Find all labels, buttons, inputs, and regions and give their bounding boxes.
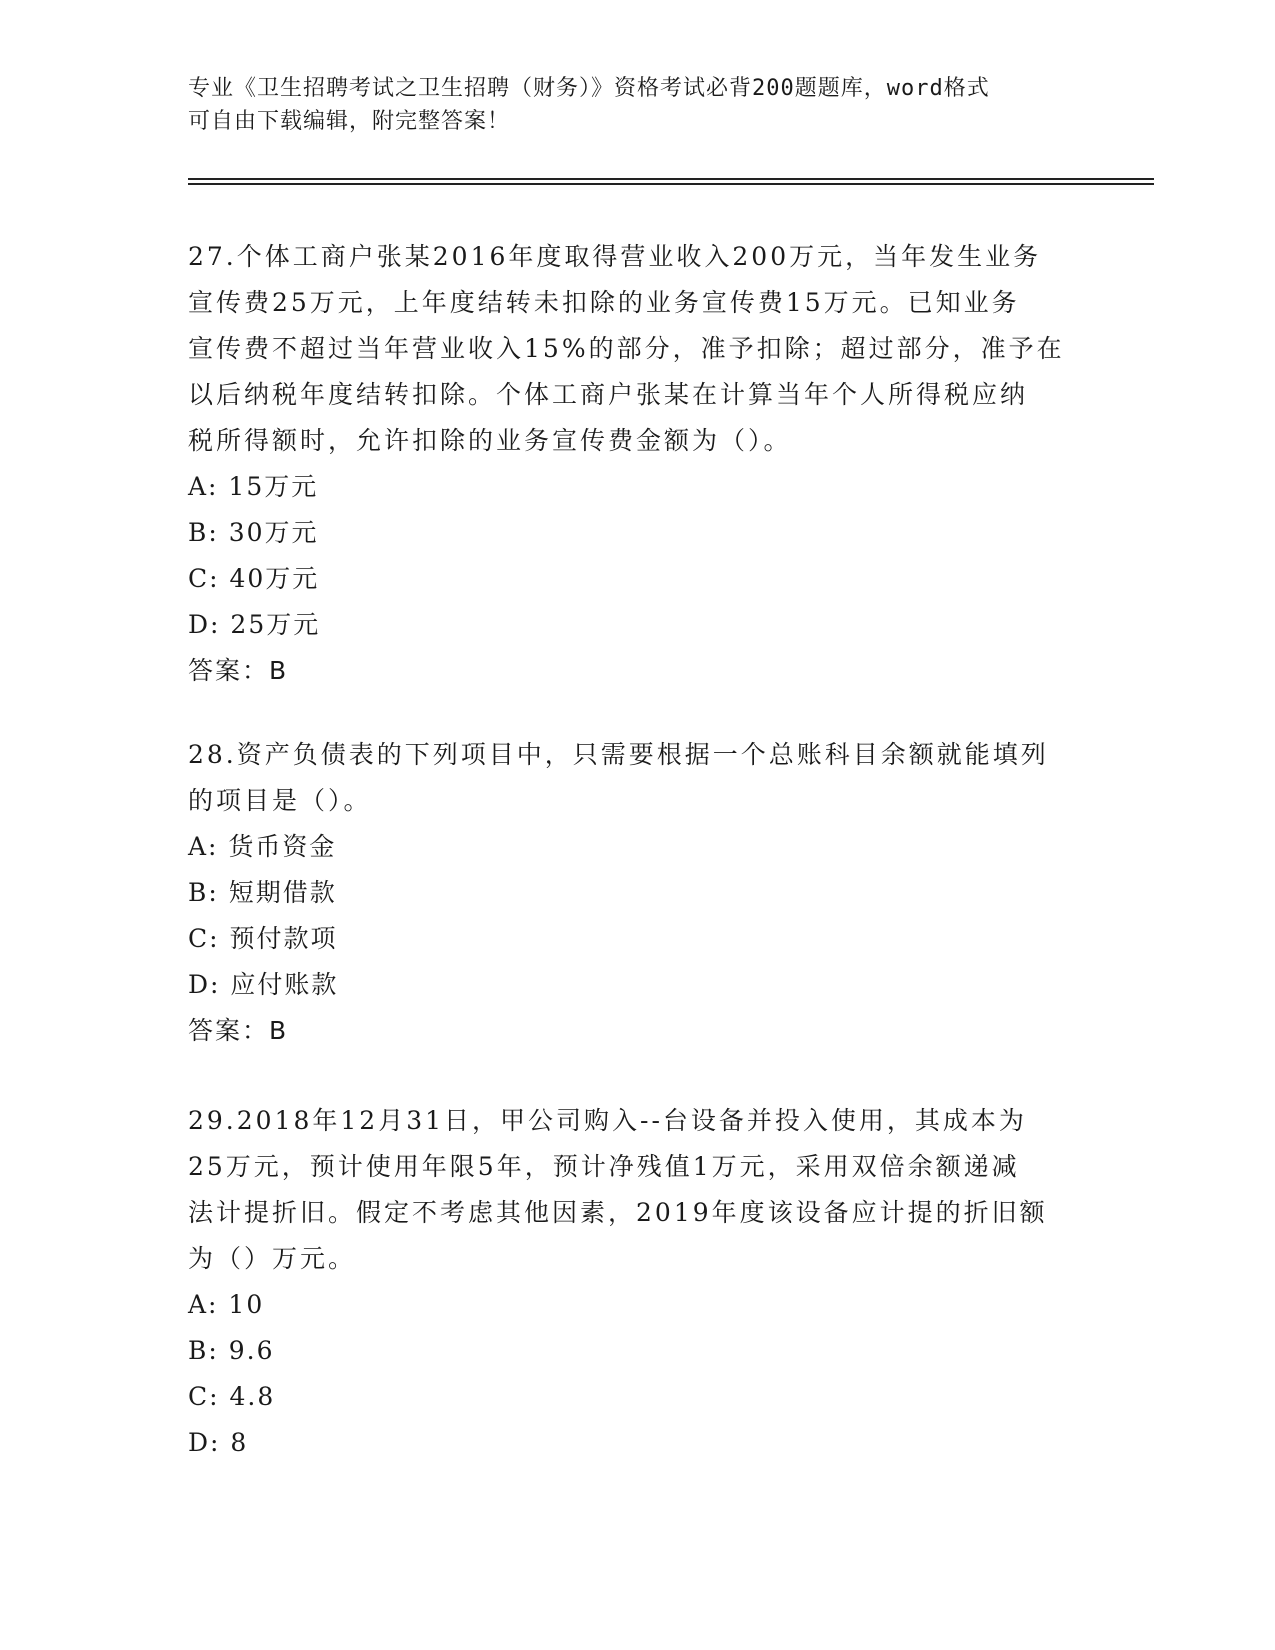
question-text-line: 以后纳税年度结转扣除。个体工商户张某在计算当年个人所得税应纳 [188,380,1029,409]
page-header [188,72,1088,138]
question-text-line: 为（）万元。 [188,1244,357,1273]
question-text-line: 27.个体工商户张某2016年度取得营业收入200万元，当年发生业务 [188,242,1042,271]
option-a: A: 15万元 [188,472,319,501]
option-c: C: 40万元 [188,564,320,593]
answer-label: 答案：B [188,656,289,685]
header-divider-top [188,178,1154,180]
question-text-line: 税所得额时，允许扣除的业务宣传费金额为（）。 [188,426,792,455]
header-title-line-2: 可自由下载编辑，附完整答案！ [188,109,511,134]
option-a: A: 10 [188,1290,265,1319]
option-b: B: 短期借款 [188,878,337,907]
option-d: D: 8 [188,1428,249,1457]
question-text-line: 25万元，预计使用年限5年，预计净残值1万元，采用双倍余额递减 [188,1152,1020,1181]
option-d: D: 应付账款 [188,970,339,999]
header-divider-bottom [188,183,1154,185]
question-text-line: 宣传费不超过当年营业收入15%的部分，准予扣除；超过部分，准予在 [188,334,1065,363]
option-c: C: 预付款项 [188,924,338,953]
question-text-line: 29.2018年12月31日，甲公司购入--台设备并投入使用，其成本为 [188,1106,1027,1135]
option-b: B: 30万元 [188,518,319,547]
option-a: A: 货币资金 [188,832,337,861]
header-title-line-1: 专业《卫生招聘考试之卫生招聘（财务）》资格考试必背200题题库，word格式 [188,76,990,101]
answer-label: 答案：B [188,1016,289,1045]
question-27 [188,234,1088,694]
question-28 [188,732,1088,1054]
option-c: C: 4.8 [188,1382,276,1411]
question-text-line: 法计提折旧。假定不考虑其他因素，2019年度该设备应计提的折旧额 [188,1198,1048,1227]
question-text-line: 28.资产负债表的下列项目中，只需要根据一个总账科目余额就能填列 [188,740,1049,769]
question-text-line: 的项目是（）。 [188,786,372,815]
option-b: B: 9.6 [188,1336,275,1365]
option-d: D: 25万元 [188,610,321,639]
question-text-line: 宣传费25万元，上年度结转未扣除的业务宣传费15万元。已知业务 [188,288,1020,317]
question-29 [188,1098,1088,1466]
